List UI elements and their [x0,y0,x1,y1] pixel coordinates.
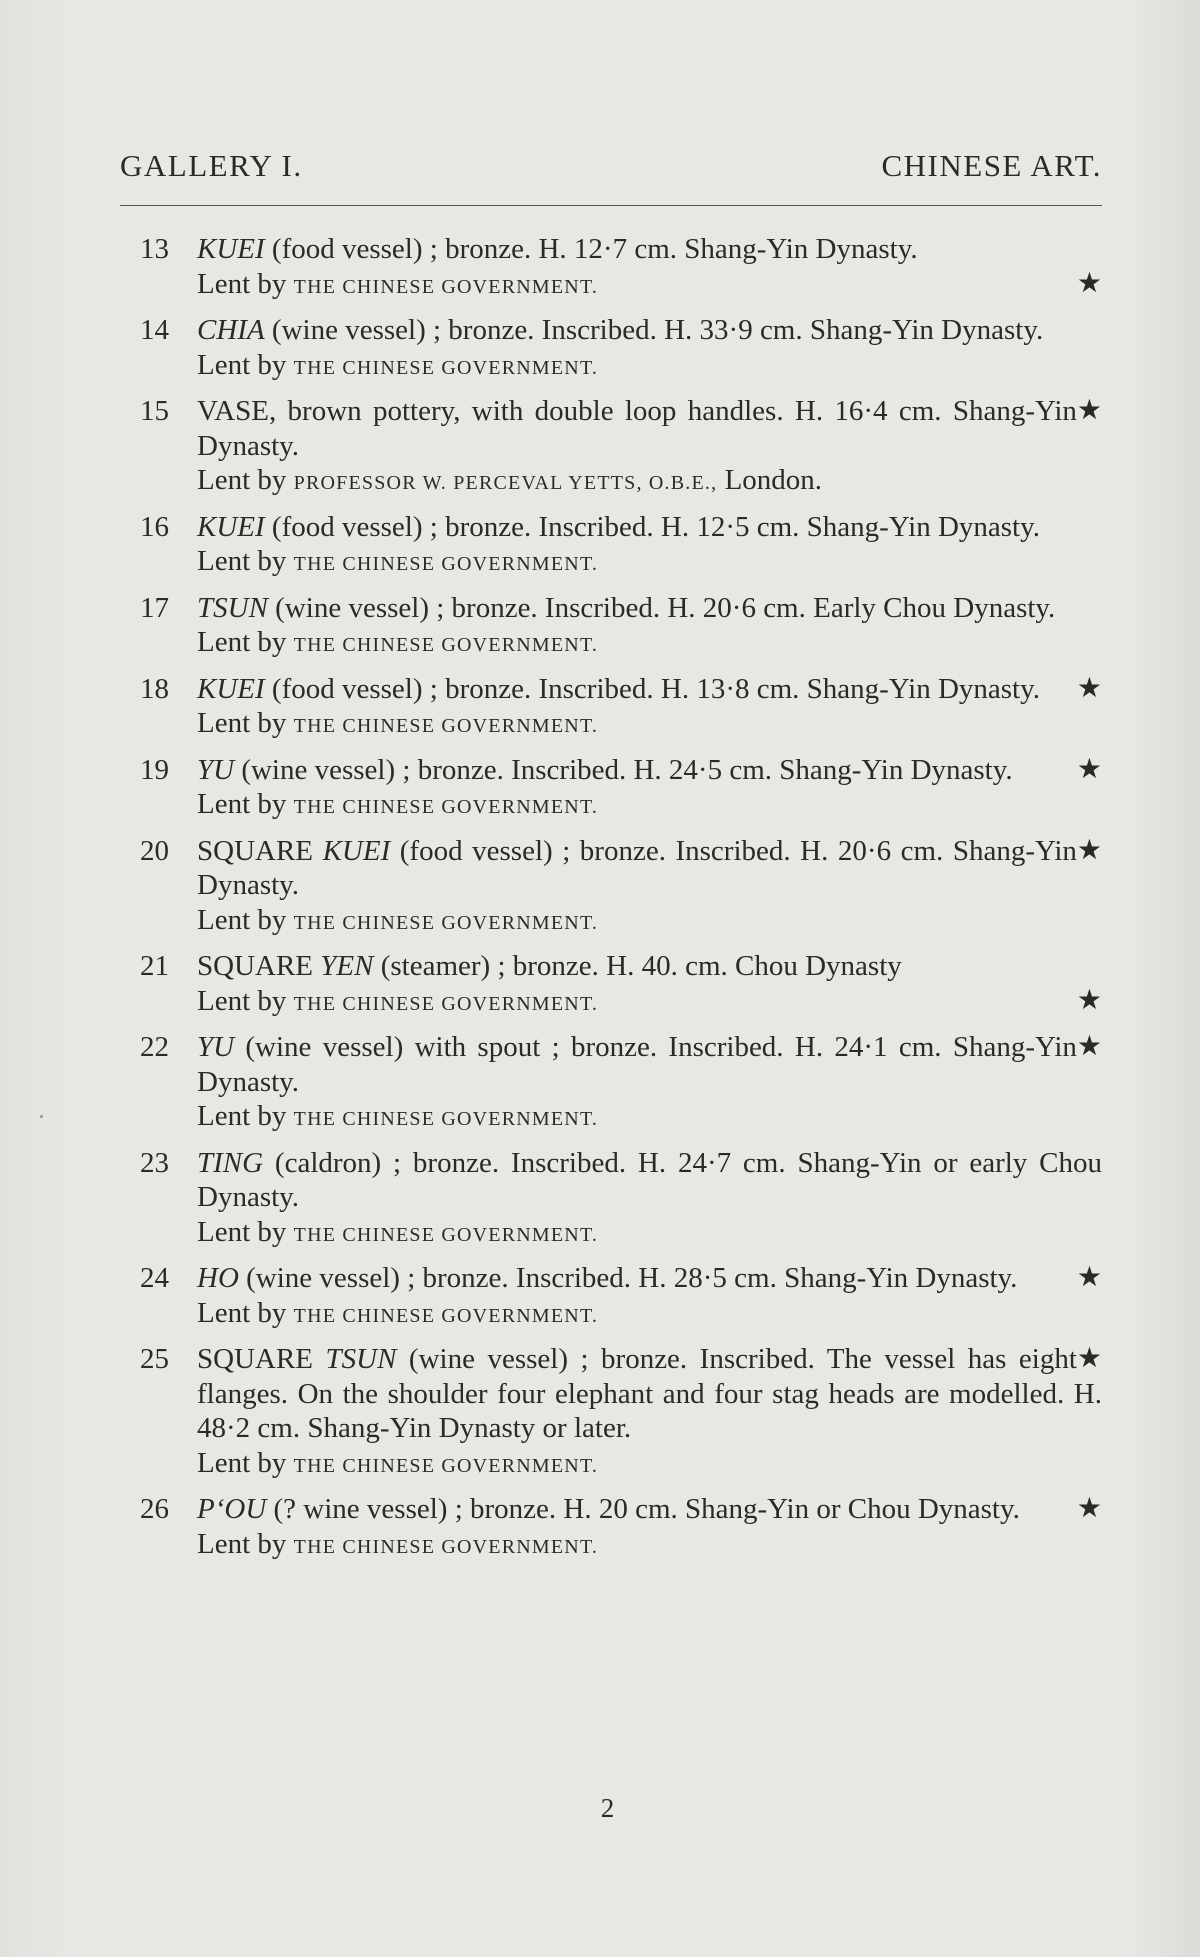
lender-line [197,984,1102,1022]
catalogue-entry [140,1030,1102,1137]
lender-line [197,348,1102,386]
star-icon: ★ [1076,395,1102,426]
entry-details: (wine vessel) with spout ; bronze. Inscribed. H. 24·1 cm. Shang-Yin Dynasty. [197,1031,1077,1098]
entry-details: (? wine vessel) ; bronze. H. 20 cm. Shang-Yin or Chou Dynasty. [266,1493,1020,1525]
lender-name: THE CHINESE GOVERNMENT. [293,1304,599,1327]
running-header [120,148,1102,184]
entry-description [197,753,1102,788]
header-rule [120,205,1102,206]
entry-description [197,1146,1102,1215]
entry-prefix: VASE, brown pottery, with double loop handles. H. 16·4 cm. Shang-Yin Dynasty. [197,395,1077,462]
entry-details: (food vessel) ; bronze. H. 12·7 cm. Shang-Yin Dynasty. [264,233,918,265]
lent-by-label: Lent by [197,267,294,300]
vessel-name: YU [197,1031,235,1063]
catalogue-entry [140,1492,1102,1564]
vessel-name: TING [197,1146,264,1179]
star-icon: ★ [1076,1343,1102,1374]
star-icon: ★ [1076,1031,1102,1062]
lent-by-label: Lent by [197,626,294,658]
lent-by-label: Lent by [197,1215,294,1248]
lender-name: THE CHINESE GOVERNMENT. [293,992,599,1015]
entry-number: 22 [140,1031,169,1063]
lent-by-label: Lent by [197,788,294,820]
entry-number: 17 [140,591,169,624]
lender-line [197,625,1102,663]
entry-description [197,672,1102,707]
lent-by-label: Lent by [197,984,294,1017]
star-icon: ★ [1076,672,1102,704]
lender-name: THE CHINESE GOVERNMENT. [293,1454,599,1477]
star-icon: ★ [1076,1262,1102,1293]
catalogue-entry [140,834,1102,941]
entry-description [197,591,1102,626]
lender-line [197,1215,1102,1253]
catalogue-entry [140,313,1102,385]
header-gallery: GALLERY I. [120,148,303,183]
vessel-name: YU [197,753,235,786]
lent-by-label: Lent by [197,707,294,739]
lent-by-label: Lent by [197,464,294,496]
entry-details: (wine vessel) ; bronze. Inscribed. The vessel has eight flanges. On the shoulder four elephant and four stag heads are modelled. H. 48·2 cm. Shang-Yin Dynasty or later. [197,1343,1102,1444]
entry-description [197,834,1102,903]
lent-by-label: Lent by [197,1100,294,1132]
header-section: CHINESE ART. [881,148,1102,183]
lent-by-label: Lent by [197,903,294,936]
lender-location: London. [717,464,823,496]
entry-details: (steamer) ; bronze. H. 40. cm. Chou Dynasty [373,950,902,982]
entry-prefix: SQUARE [197,950,321,982]
catalogue-entries [140,232,1102,1573]
lender-name: THE CHINESE GOVERNMENT. [293,715,599,737]
page-number: 2 [600,1793,615,1823]
lender-name: THE CHINESE GOVERNMENT. [293,275,599,298]
entry-prefix: SQUARE [197,834,323,867]
star-icon: ★ [1076,753,1102,785]
catalogue-entry [140,949,1102,1021]
vessel-name: P‘OU [197,1493,267,1525]
lent-by-label: Lent by [197,1446,294,1479]
star-icon: ★ [1076,1493,1102,1524]
lender-name: THE CHINESE GOVERNMENT. [293,553,599,575]
entry-details: (caldron) ; bronze. Inscribed. H. 24·7 cm. Shang-Yin or early Chou Dynasty. [197,1146,1102,1213]
entry-number: 25 [140,1343,169,1375]
vessel-name: KUEI [322,834,391,867]
entry-details: (wine vessel) ; bronze. Inscribed. H. 24·5 cm. Shang-Yin Dynasty. [234,753,1013,786]
lender-name: THE CHINESE GOVERNMENT. [293,1223,599,1246]
entry-number: 13 [140,233,169,265]
lender-name: PROFESSOR W. PERCEVAL YETTS, O.B.E., [293,472,718,494]
lender-name: THE CHINESE GOVERNMENT. [293,796,599,818]
vessel-name: TSUN [197,591,268,624]
paper-speck [40,1115,43,1118]
vessel-name: TSUN [325,1343,397,1375]
entry-description [197,1261,1102,1296]
catalogue-entry [140,672,1102,744]
lender-name: THE CHINESE GOVERNMENT. [293,1535,599,1558]
lender-name: THE CHINESE GOVERNMENT. [293,911,599,934]
vessel-name: CHIA [197,314,265,346]
star-icon: ★ [1076,834,1102,866]
entry-description [197,313,1102,348]
entry-description [197,1492,1102,1527]
lender-line [197,267,1102,305]
lent-by-label: Lent by [197,1527,294,1560]
entry-description [197,510,1102,545]
lender-line [197,1527,1102,1565]
catalogue-entry [140,1342,1102,1483]
entry-number: 18 [140,672,169,705]
star-icon: ★ [1076,267,1102,299]
lender-line [197,706,1102,744]
lender-line [197,463,1102,501]
vessel-name: KUEI [197,672,265,705]
entry-number: 19 [140,753,169,786]
catalogue-entry [140,510,1102,582]
entry-details: (wine vessel) ; bronze. Inscribed. H. 33·9 cm. Shang-Yin Dynasty. [264,314,1044,346]
vessel-name: KUEI [197,510,265,543]
entry-description [197,949,1102,984]
lender-name: THE CHINESE GOVERNMENT. [293,634,599,656]
entry-details: (food vessel) ; bronze. Inscribed. H. 20·6 cm. Shang-Yin Dynasty. [197,834,1077,901]
entry-number: 15 [140,395,169,427]
lent-by-label: Lent by [197,348,294,381]
entry-description [197,394,1102,463]
catalogue-entry [140,1146,1102,1253]
lender-line [197,1446,1102,1484]
entry-number: 26 [140,1493,169,1525]
catalogue-entry [140,232,1102,304]
entry-number: 23 [140,1146,169,1179]
entry-details: (wine vessel) ; bronze. Inscribed. H. 28·5 cm. Shang-Yin Dynasty. [238,1262,1018,1294]
catalogue-entry [140,591,1102,663]
lender-line [197,1099,1102,1137]
entry-details: (food vessel) ; bronze. Inscribed. H. 12·5 cm. Shang-Yin Dynasty. [264,510,1040,543]
catalogue-entry [140,753,1102,825]
star-icon: ★ [1076,984,1102,1016]
entry-description [197,232,1102,267]
entry-number: 14 [140,314,169,346]
entry-prefix: SQUARE [197,1343,326,1375]
lender-line [197,787,1102,825]
lent-by-label: Lent by [197,1296,294,1329]
lender-name: THE CHINESE GOVERNMENT. [293,356,599,379]
catalogue-entry [140,1261,1102,1333]
entry-number: 24 [140,1262,169,1294]
catalogue-entry [140,394,1102,501]
entry-details: (food vessel) ; bronze. Inscribed. H. 13·8 cm. Shang-Yin Dynasty. [264,672,1040,705]
entry-number: 16 [140,510,169,543]
vessel-name: KUEI [197,233,265,265]
entry-number: 20 [140,834,169,867]
vessel-name: YEN [320,950,374,982]
entry-description [197,1342,1102,1446]
entry-description [197,1030,1102,1099]
lender-line [197,903,1102,941]
entry-details: (wine vessel) ; bronze. Inscribed. H. 20·6 cm. Early Chou Dynasty. [267,591,1056,624]
lender-line [197,1296,1102,1334]
lent-by-label: Lent by [197,545,294,577]
vessel-name: HO [197,1262,239,1294]
lender-line [197,544,1102,582]
entry-number: 21 [140,950,169,982]
lender-name: THE CHINESE GOVERNMENT. [293,1108,599,1130]
